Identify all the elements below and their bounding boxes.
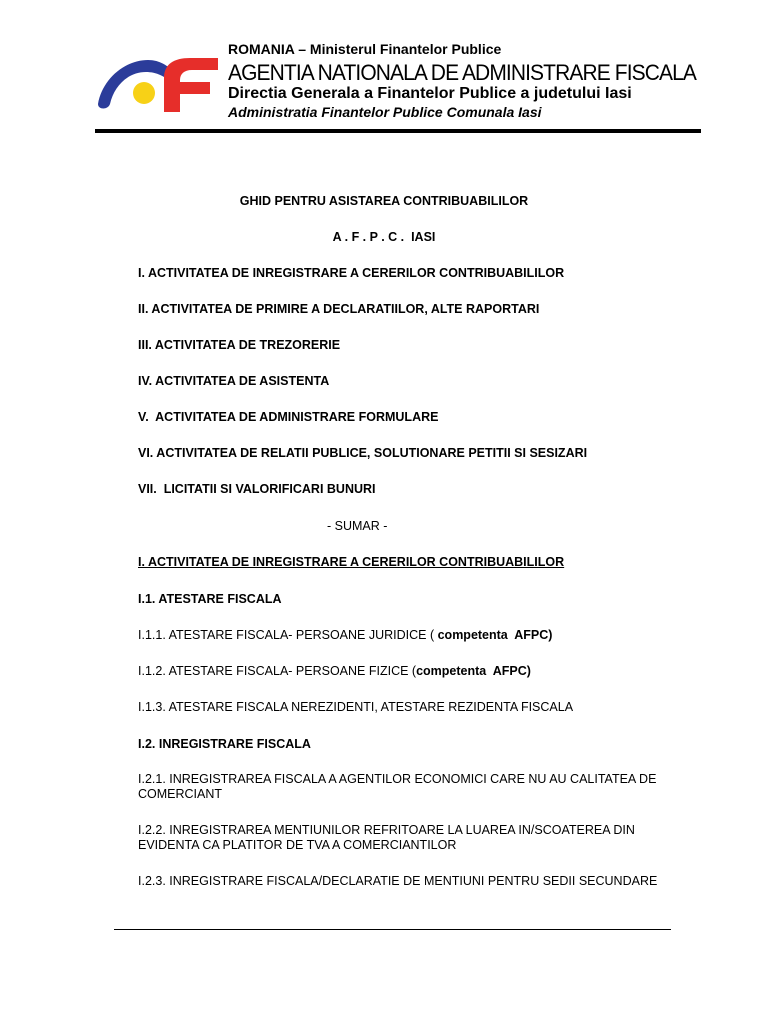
item-1-1-1-text: I.1.1. ATESTARE FISCALA- PERSOANE JURIDICE ( xyxy=(138,628,438,642)
document-title: GHID PENTRU ASISTAREA CONTRIBUABILILOR xyxy=(239,194,529,208)
item-1-2-2: I.2.2. INREGISTRAREA MENTIUNILOR REFRITOARE LA LUAREA IN/SCOATEREA DIN EVIDENTA CA PLATITOR DE TVA A COMERCIANTILOR xyxy=(138,823,635,852)
chapter-3: III. ACTIVITATEA DE TREZORERIE xyxy=(138,338,341,352)
section-heading: I. ACTIVITATEA DE INREGISTRARE A CERERILOR CONTRIBUABILILOR xyxy=(138,555,565,569)
logo-blue-arc xyxy=(98,60,174,109)
item-1-2-3: I.2.3. INREGISTRARE FISCALA/DECLARATIE DE MENTIUNI PENTRU SEDII SECUNDARE xyxy=(138,874,658,888)
item-1-1-2-competence: competenta AFPC) xyxy=(416,664,531,678)
header-divider xyxy=(95,129,701,133)
page-footer-divider xyxy=(114,929,671,930)
logo-yellow-sun xyxy=(133,82,155,104)
header-ministry: ROMANIA – Ministerul Finantelor Publice xyxy=(228,41,502,57)
chapter-5: V. ACTIVITATEA DE ADMINISTRARE FORMULARE xyxy=(138,410,439,424)
subsection-1-heading: I.1. ATESTARE FISCALA xyxy=(138,592,282,606)
subsection-2-heading: I.2. INREGISTRARE FISCALA xyxy=(138,737,311,751)
item-1-1-2-text: I.1.2. ATESTARE FISCALA- PERSOANE FIZICE ( xyxy=(138,664,417,678)
header-agency: AGENTIA NATIONALA DE ADMINISTRARE FISCALA xyxy=(228,60,696,86)
chapter-2: II. ACTIVITATEA DE PRIMIRE A DECLARATIILOR, ALTE RAPORTARI xyxy=(138,302,540,316)
document-subtitle: A . F . P . C . IASI xyxy=(332,230,436,244)
chapter-7: VII. LICITATII SI VALORIFICARI BUNURI xyxy=(138,482,376,496)
item-1-1-2 xyxy=(138,664,531,679)
item-1-1-1-competence: competenta AFPC) xyxy=(437,628,553,642)
anaf-logo xyxy=(94,52,222,118)
header-administration: Administratia Finantelor Publice Comunala Iasi xyxy=(228,104,542,120)
chapter-4: IV. ACTIVITATEA DE ASISTENTA xyxy=(138,374,330,388)
summary-label: - SUMAR - xyxy=(327,519,388,533)
chapter-1: I. ACTIVITATEA DE INREGISTRARE A CERERILOR CONTRIBUABILILOR xyxy=(138,266,565,280)
chapter-6: VI. ACTIVITATEA DE RELATII PUBLICE, SOLUTIONARE PETITII SI SESIZARI xyxy=(138,446,588,460)
item-1-2-1: I.2.1. INREGISTRAREA FISCALA A AGENTILOR ECONOMICI CARE NU AU CALITATEA DE COMERCIANT xyxy=(138,772,657,801)
item-1-1-3: I.1.3. ATESTARE FISCALA NEREZIDENTI, ATESTARE REZIDENTA FISCALA xyxy=(138,700,574,714)
header-directorate: Directia Generala a Finantelor Publice a judetului Iasi xyxy=(228,85,632,102)
item-1-1-1 xyxy=(138,628,552,643)
logo-red-f xyxy=(164,58,218,112)
